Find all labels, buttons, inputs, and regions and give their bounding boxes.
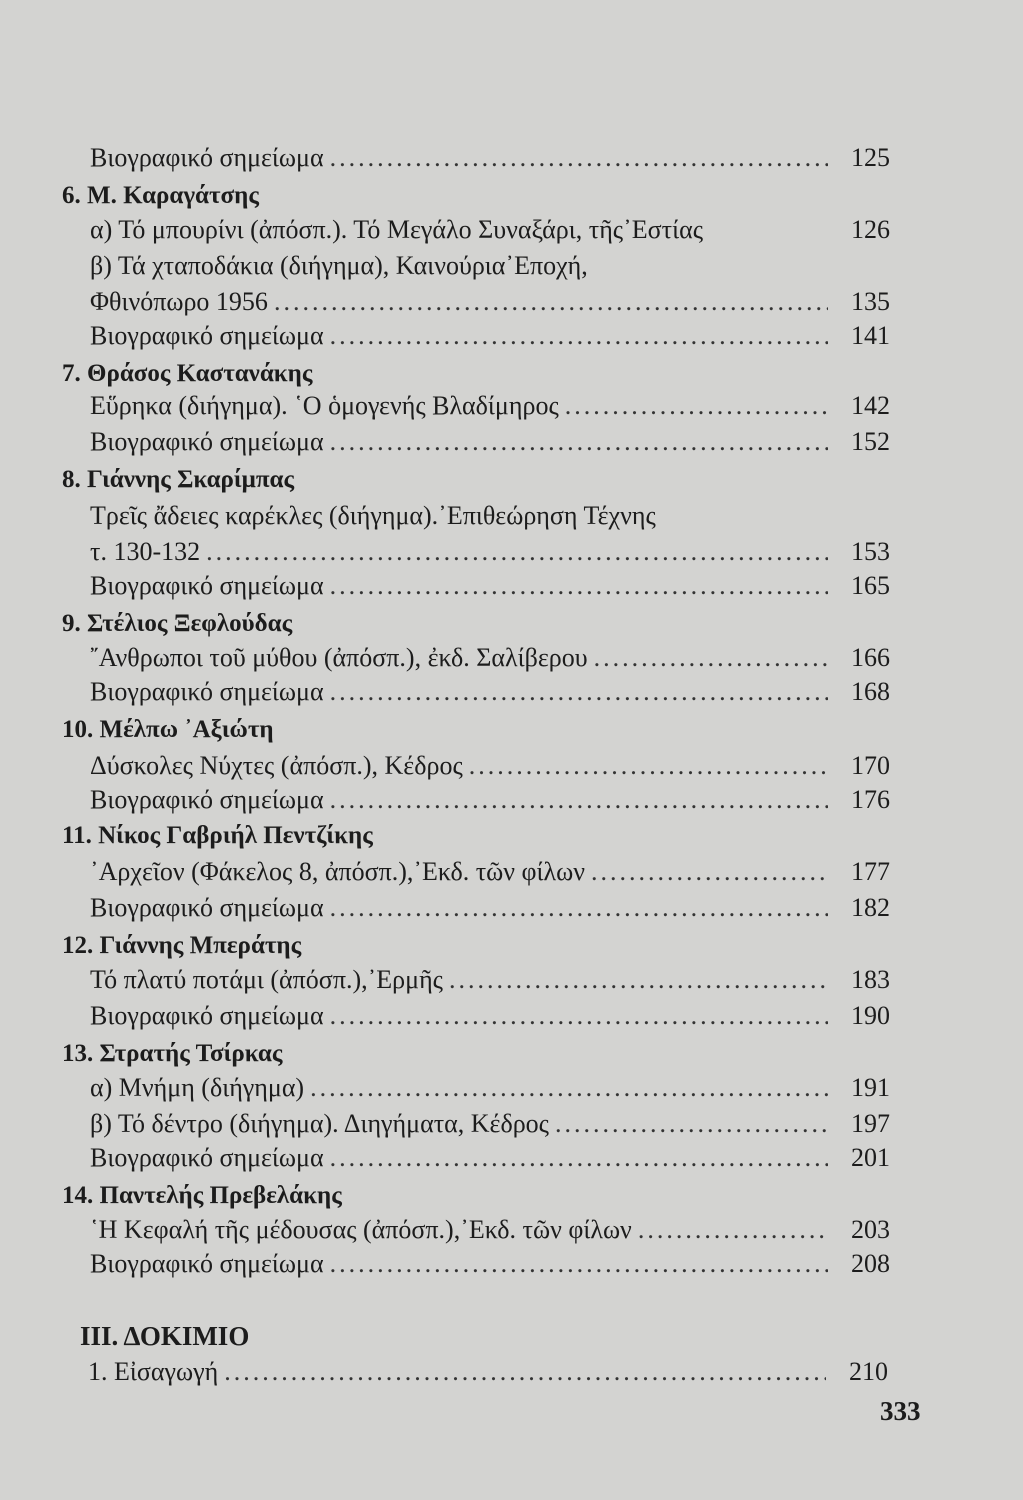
toc-entry [90, 1070, 890, 1106]
entry-page-number: 190 [851, 1001, 890, 1030]
dot-leader [469, 748, 828, 784]
entry-page-number: 210 [849, 1357, 888, 1386]
toc-entry [90, 1106, 890, 1142]
dot-leader [330, 998, 828, 1034]
dot-leader [591, 854, 828, 890]
author-name: 13. Στρατής Τσίρκας [62, 1040, 283, 1067]
toc-author-heading [62, 178, 932, 214]
entry-page-number: 135 [851, 287, 890, 316]
entry-page-number: 197 [851, 1109, 890, 1138]
dot-leader [594, 640, 828, 676]
entry-page-number: 168 [851, 677, 890, 706]
entry-page-number: 153 [851, 537, 890, 566]
entry-title: Τρεῖς ἄδειες καρέκλες (διήγημα).᾿Επιθεώρηση Τέχνης [90, 501, 656, 530]
entry-title: Βιογραφικό σημείωμα [90, 1001, 324, 1030]
entry-title: Εὕρηκα (διήγημα). ῾Ο ὁμογενής Βλαδίμηρος [90, 391, 559, 420]
dot-leader [330, 1140, 828, 1176]
entry-page-number: 152 [851, 427, 890, 456]
entry-title: Δύσκολες Νύχτες (ἀπόσπ.), Κέδρος [90, 751, 463, 780]
toc-entry [90, 248, 890, 284]
entry-page-number: 183 [851, 965, 890, 994]
toc-entry [90, 212, 890, 248]
toc-entry [90, 854, 890, 890]
toc-author-heading [62, 818, 932, 854]
section-title: ΙΙΙ. ΔΟΚΙΜΙΟ [80, 1321, 250, 1351]
entry-title: β) Τά χταποδάκια (διήγημα), Καινούρια᾿Εποχή, [90, 251, 588, 280]
dot-leader [330, 1246, 828, 1282]
entry-page-number: 182 [851, 893, 890, 922]
entry-page-number: 177 [851, 857, 890, 886]
entry-page-number: 142 [851, 391, 890, 420]
entry-title: Βιογραφικό σημείωμα [90, 677, 324, 706]
entry-title: Βιογραφικό σημείωμα [90, 571, 324, 600]
toc-entry [90, 424, 890, 460]
dot-leader [449, 962, 828, 998]
toc-entry [90, 782, 890, 818]
entry-title: Βιογραφικό σημείωμα [90, 427, 324, 456]
entry-title: β) Τό δέντρο (διήγημα). Διηγήματα, Κέδρος [90, 1109, 549, 1138]
toc-entry [90, 140, 890, 176]
author-name: 7. Θράσος Καστανάκης [62, 360, 313, 387]
toc-author-heading [62, 712, 932, 748]
entry-page-number: 126 [851, 215, 890, 244]
dot-leader [330, 318, 828, 354]
dot-leader [330, 674, 828, 710]
toc-entry [90, 284, 890, 320]
entry-page-number: 208 [851, 1249, 890, 1278]
dot-leader [330, 140, 828, 176]
author-name: 6. Μ. Καραγάτσης [62, 182, 259, 209]
entry-page-number: 191 [851, 1073, 890, 1102]
entry-title: α) Τό μπουρίνι (ἀπόσπ.). Τό Μεγάλο Συναξάρι, τῆς᾿Εστίας [90, 215, 704, 244]
entry-title: Βιογραφικό σημείωμα [90, 143, 324, 172]
entry-title: 1. Εἰσαγωγή [88, 1357, 219, 1386]
entry-title: ῎Ανθρωποι τοῦ μύθου (ἀπόσπ.), ἐκδ. Σαλίβερου [90, 643, 588, 672]
toc-entry [90, 748, 890, 784]
entry-title: τ. 130-132 [90, 537, 201, 566]
toc-section-heading [80, 1318, 950, 1354]
dot-leader [330, 890, 828, 926]
dot-leader [638, 1212, 828, 1248]
toc-entry [90, 674, 890, 710]
toc-entry [90, 640, 890, 676]
dot-leader [310, 1070, 828, 1106]
author-name: 9. Στέλιος Ξεφλούδας [62, 610, 293, 637]
entry-title: ῾Η Κεφαλή τῆς μέδουσας (ἀπόσπ.),᾿Εκδ. τῶν φίλων [90, 1215, 632, 1244]
author-name: 11. Νίκος Γαβριήλ Πεντζίκης [62, 822, 373, 849]
dot-leader [330, 782, 828, 818]
author-name: 14. Παντελής Πρεβελάκης [62, 1182, 342, 1209]
toc-author-heading [62, 1178, 932, 1214]
toc-entry [90, 1140, 890, 1176]
toc-entry [90, 998, 890, 1034]
dot-leader [224, 1354, 826, 1390]
entry-page-number: 125 [851, 143, 890, 172]
toc-author-heading [62, 356, 932, 392]
toc-entry [90, 1246, 890, 1282]
entry-title: Τό πλατύ ποτάμι (ἀπόσπ.),᾿Ερμῆς [90, 965, 443, 994]
author-name: 10. Μέλπω ᾿Αξιώτη [62, 716, 274, 743]
toc-entry [90, 534, 890, 570]
toc-entry [88, 1354, 888, 1390]
dot-leader [565, 388, 828, 424]
toc-entry [90, 498, 890, 534]
toc-author-heading [62, 1036, 932, 1072]
entry-page-number: 170 [851, 751, 890, 780]
entry-page-number: 203 [851, 1215, 890, 1244]
toc-entry [90, 568, 890, 604]
entry-title: Βιογραφικό σημείωμα [90, 785, 324, 814]
author-name: 12. Γιάννης Μπεράτης [62, 932, 302, 959]
toc-author-heading [62, 606, 932, 642]
entry-page-number: 166 [851, 643, 890, 672]
entry-title: Βιογραφικό σημείωμα [90, 893, 324, 922]
dot-leader [206, 534, 828, 570]
toc-entry [90, 318, 890, 354]
entry-title: Βιογραφικό σημείωμα [90, 321, 324, 350]
toc-entry [90, 890, 890, 926]
dot-leader [330, 424, 828, 460]
toc-entry [90, 962, 890, 998]
author-name: 8. Γιάννης Σκαρίμπας [62, 466, 295, 493]
toc-author-heading [62, 462, 932, 498]
entry-page-number: 141 [851, 321, 890, 350]
entry-title: ᾿Αρχεῖον (Φάκελος 8, ἀπόσπ.),᾿Εκδ. τῶν φίλων [90, 857, 585, 886]
dot-leader [555, 1106, 828, 1142]
page-number: 333 [880, 1396, 921, 1426]
entry-page-number: 176 [851, 785, 890, 814]
toc-author-heading [62, 928, 932, 964]
toc-entry [90, 1212, 890, 1248]
toc-entry [90, 388, 890, 424]
dot-leader [330, 568, 828, 604]
entry-title: α) Μνήμη (διήγημα) [90, 1073, 305, 1102]
entry-title: Βιογραφικό σημείωμα [90, 1143, 324, 1172]
entry-page-number: 201 [851, 1143, 890, 1172]
entry-title: Φθινόπωρο 1956 [90, 287, 268, 316]
entry-page-number: 165 [851, 571, 890, 600]
entry-title: Βιογραφικό σημείωμα [90, 1249, 324, 1278]
dot-leader [274, 284, 828, 320]
